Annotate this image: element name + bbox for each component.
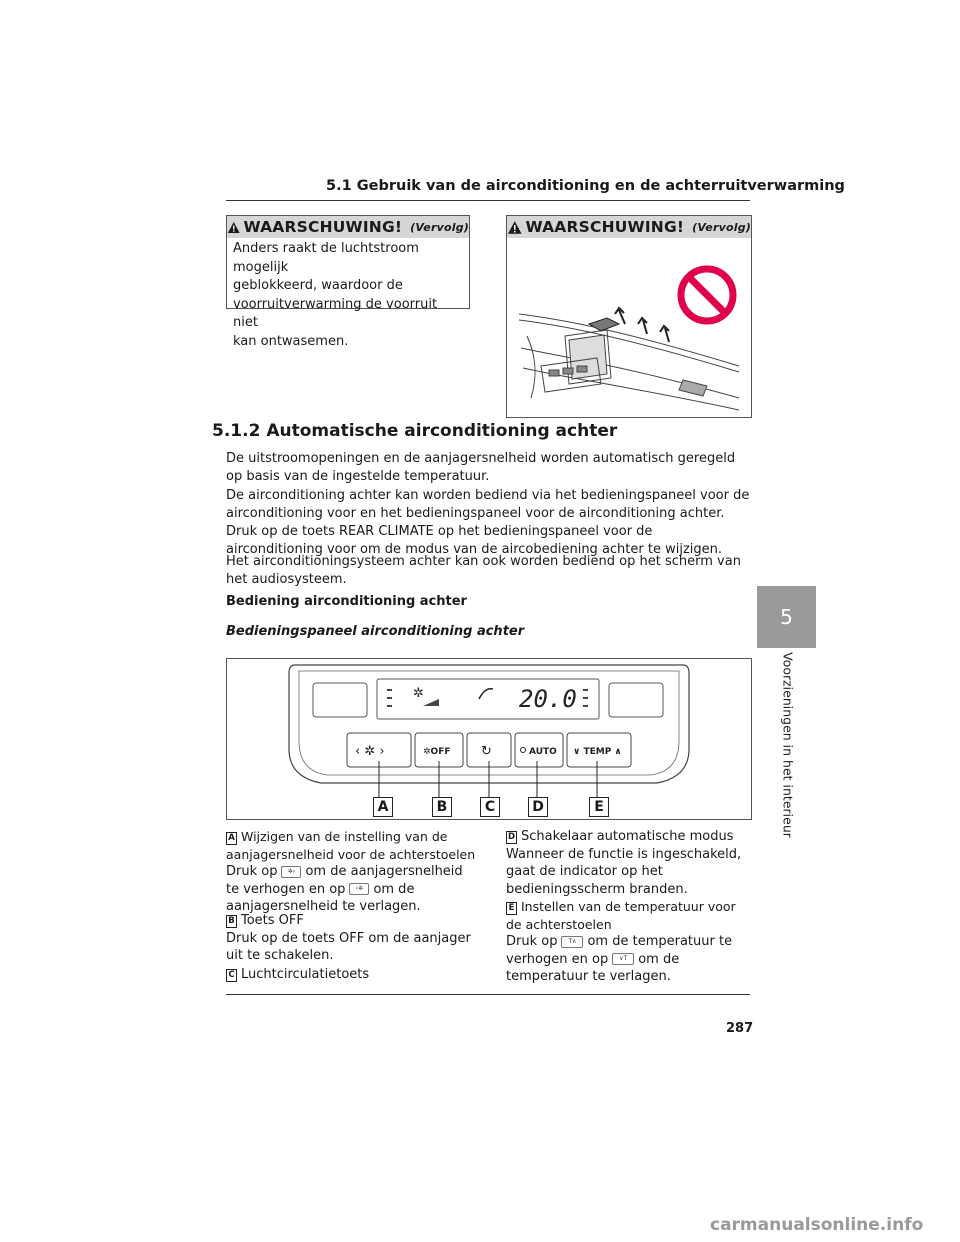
callout-a: A (373, 797, 393, 817)
warning-line: voorruitverwarming de voorruit niet (233, 296, 438, 330)
recirculation-button-icon: ↻ (481, 744, 492, 759)
temp-button-label: ∨ TEMP ∧ (573, 747, 622, 757)
chapter-label-text: Voorzieningen in het interieur (780, 652, 796, 838)
warning-text (227, 238, 469, 353)
fan-speed-button-label: ‹ ✲ › (355, 744, 385, 759)
item-a-text: om de aanjagersnelheid te verlagen. (226, 881, 421, 914)
fan-icon: ✲ (413, 686, 424, 701)
paragraph: De uitstroomopeningen en de aanjagersnelheid worden automatisch geregeld op basis van de ingestelde temperatuur. (226, 451, 736, 484)
warning-header (507, 216, 751, 238)
footer-divider (226, 994, 750, 995)
fan-up-button-icon: ✲› (281, 866, 301, 878)
warning-title: WAARSCHUWING! (243, 218, 403, 236)
paragraph: De airconditioning achter kan worden bediend via het bedieningspaneel voor de airconditioning voor en het bedieningspaneel voor de airconditioning achter. Druk op de toets REAR CLIMATE op het bedieningspaneel voor de airconditioning voor om de modus van de aircobediening achter te wijzigen. (226, 488, 750, 557)
fan-down-button-icon: ‹✲ (349, 883, 369, 895)
watermark: carmanualsonline.info (710, 1215, 924, 1235)
warning-line: kan ontwasemen. (233, 333, 349, 349)
dashboard-illustration (507, 238, 749, 414)
display-temperature: 20.0 (519, 685, 577, 713)
item-d-text: Wanneer de functie is ingeschakeld, gaat de indicator op het bedieningsscherm branden. (506, 846, 742, 897)
chapter-number: 5 (780, 605, 793, 629)
item-a-text: Druk op (226, 864, 278, 879)
subheading: Bediening airconditioning achter (226, 594, 467, 609)
callout-c: C (480, 797, 500, 817)
paragraph: Het airconditioningsysteem achter kan ook worden bediend op het scherm van het audiosysteem. (226, 554, 741, 587)
temp-down-button-icon: ∨T (612, 953, 634, 965)
item-b-text: Druk op de toets OFF om de aanjager uit te schakelen. (226, 930, 471, 963)
callout-b: B (432, 797, 452, 817)
auto-button-label: AUTO (529, 747, 557, 757)
item-c (226, 966, 476, 984)
page-number: 287 (726, 1021, 754, 1036)
item-b-title: Toets OFF (241, 913, 304, 928)
rear-climate-panel-figure (226, 658, 752, 820)
chapter-tab (757, 586, 816, 648)
chapter-label (778, 650, 798, 840)
item-d-title: Schakelaar automatische modus (521, 829, 734, 844)
item-a-text: om de aanjagersnelheid te verhogen en op (226, 864, 463, 897)
warning-triangle-icon (227, 220, 241, 235)
letter-a: A (226, 832, 237, 845)
item-a (226, 828, 476, 916)
running-header: 5.1 Gebruik van de airconditioning en de achterruitverwarming (326, 178, 845, 194)
item-c-title: Luchtcirculatietoets (241, 967, 370, 982)
header-divider (226, 200, 750, 201)
section-title: 5.1.2 Automatische airconditioning achter (212, 421, 618, 441)
item-e-text: Druk op (506, 934, 558, 949)
item-a-title: Wijzigen van de instelling van de aanjagersnelheid voor de achterstoelen (226, 829, 476, 862)
item-e-title: Instellen van de temperatuur voor de achterstoelen (506, 899, 736, 932)
letter-e: E (506, 902, 517, 915)
item-e-text: om de temperatuur te verhogen en op (506, 934, 733, 967)
callout-d: D (528, 797, 548, 817)
item-d (506, 828, 750, 898)
letter-c: C (226, 969, 237, 982)
warning-box-left (226, 215, 470, 349)
temp-up-button-icon: T∧ (561, 936, 583, 948)
item-e-text: om de temperatuur te verlagen. (506, 951, 680, 984)
subheading-italic: Bedieningspaneel airconditioning achter (226, 624, 525, 639)
letter-d: D (507, 832, 516, 842)
off-button-label: ✲OFF (423, 747, 451, 757)
warning-continued: (Vervolg) (410, 220, 469, 234)
warning-line: Anders raakt de luchtstroom mogelijk (233, 241, 419, 275)
callout-e: E (589, 797, 609, 817)
warning-header (227, 216, 469, 238)
letter-b: B (226, 915, 237, 928)
item-b (226, 912, 476, 965)
warning-continued: (Vervolg) (692, 220, 751, 234)
warning-line: geblokkeerd, waardoor de (233, 278, 403, 293)
warning-box-right (506, 215, 752, 418)
prohibition-icon (681, 269, 733, 321)
warning-triangle-icon (507, 220, 523, 235)
warning-title: WAARSCHUWING! (525, 218, 685, 236)
item-e (506, 898, 750, 986)
panel-drawing (227, 659, 751, 819)
